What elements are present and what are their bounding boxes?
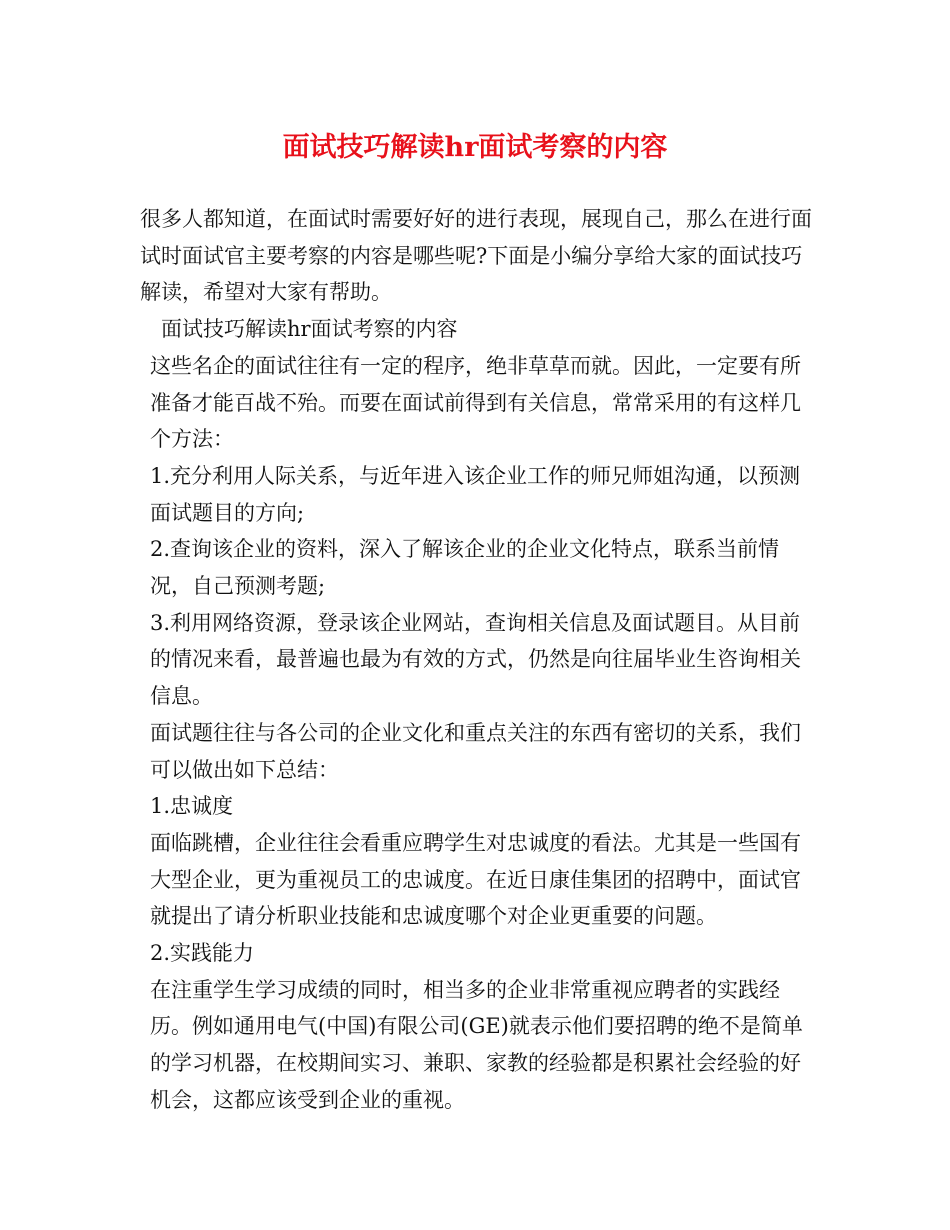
section-heading-loyalty: 1.忠诚度 [150, 794, 234, 819]
body-paragraph: 面试题往往与各公司的企业文化和重点关注的东西有密切的关系，我们可以做出如下总结： [150, 720, 801, 782]
document-title: 面试技巧解读hr面试考察的内容 [282, 132, 668, 163]
intro-paragraph: 很多人都知道，在面试时需要好好的进行表现，展现自己，那么在进行面试时面试官主要考察的内容是哪些呢?下面是小编分享给大家的面试技巧解读，希望对大家有帮助。 [140, 207, 812, 305]
body-paragraph: 在注重学生学习成绩的同时，相当多的企业非常重视应聘者的实践经历。例如通用电气(中国)有限公司(GE)就表示他们要招聘的绝不是简单的学习机器，在校期间实习、兼职、家教的经验都是积累社会经验的好机会，这都应该受到企业的重视。 [150, 977, 803, 1112]
list-item-3: 3.利用网络资源，登录该企业网站，查询相关信息及面试题目。从目前的情况来看，最普遍也最为有效的方式，仍然是向往届毕业生咨询相关信息。 [150, 610, 801, 709]
subtitle-paragraph: 面试技巧解读hr面试考察的内容 [161, 317, 458, 342]
section-heading-practice: 2.实践能力 [150, 941, 255, 966]
document-body [140, 201, 815, 1119]
list-item-2: 2.查询该企业的资料，深入了解该企业的企业文化特点，联系当前情况，自己预测考题; [150, 537, 780, 599]
body-paragraph: 这些名企的面试往往有一定的程序，绝非草草而就。因此，一定要有所准备才能百战不殆。而要在面试前得到有关信息，常常采用的有这样几个方法： [150, 353, 801, 452]
list-item-1: 1.充分利用人际关系，与近年进入该企业工作的师兄师姐沟通，以预测面试题目的方向; [150, 463, 801, 525]
body-paragraph: 面临跳槽，企业往往会看重应聘学生对忠诚度的看法。尤其是一些国有大型企业，更为重视员工的忠诚度。在近日康佳集团的招聘中，面试官就提出了请分析职业技能和忠诚度哪个对企业更重要的问题。 [150, 830, 801, 929]
